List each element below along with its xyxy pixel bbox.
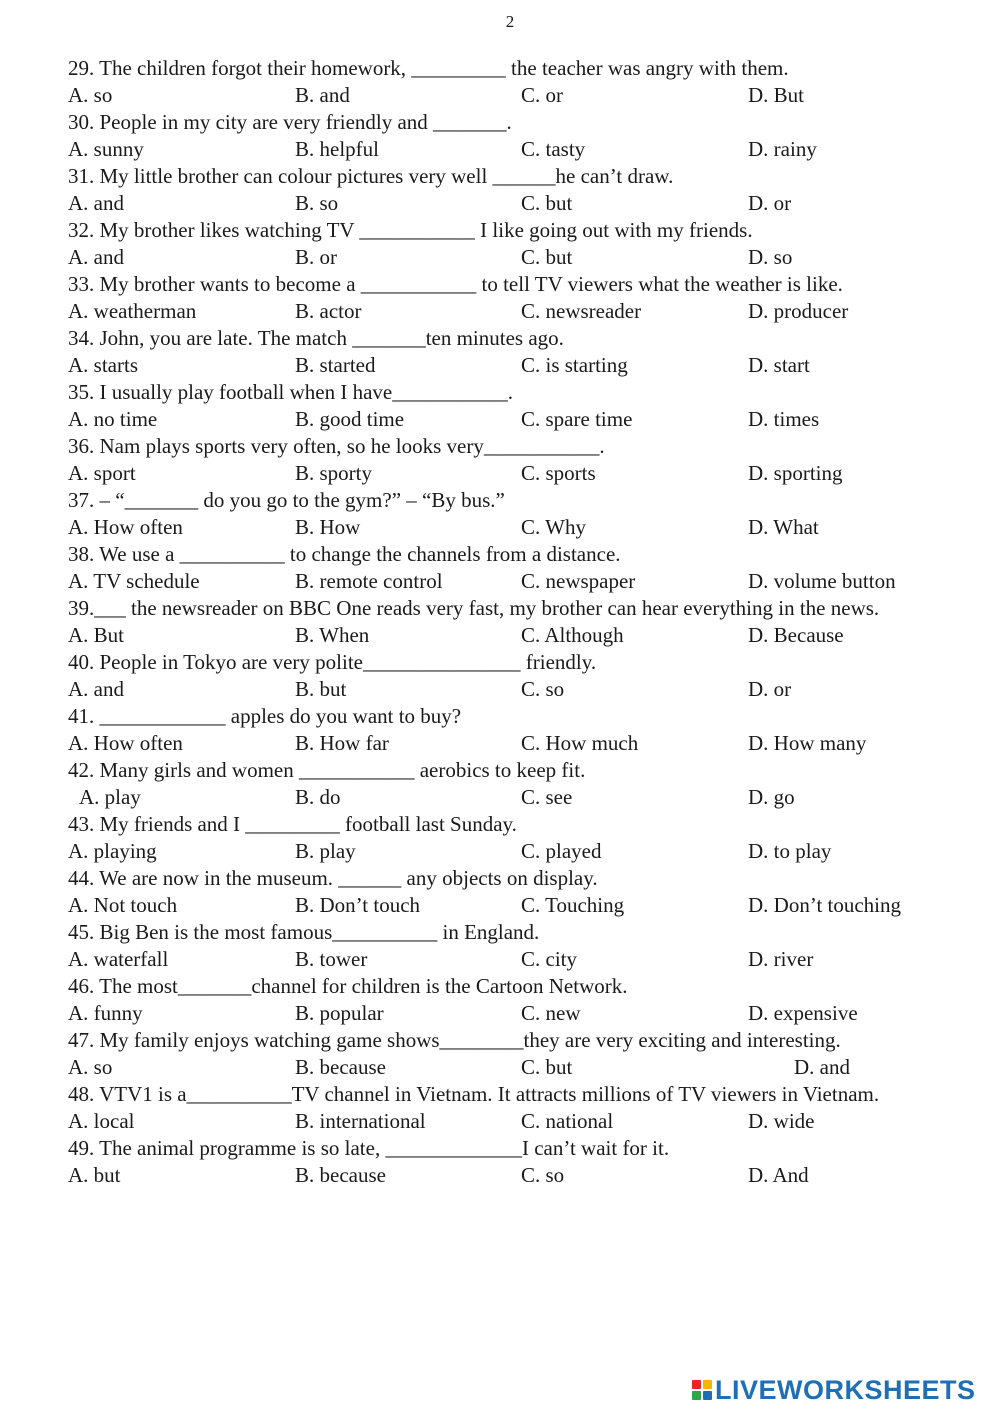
option-a[interactable]: A. sport <box>68 461 136 485</box>
option-d[interactable]: D. Because <box>748 623 844 647</box>
option-c[interactable]: C. so <box>521 677 565 701</box>
option-b[interactable]: B. good time <box>295 407 405 431</box>
option-c[interactable]: C. How much <box>521 731 639 755</box>
option-b[interactable]: B. Don’t touch <box>295 893 421 917</box>
option-c[interactable]: C. played <box>521 839 602 863</box>
options-42 <box>68 784 983 811</box>
question-32: 32. My brother likes watching TV ___________ I like going out with my friends. <box>68 218 753 242</box>
option-a[interactable]: A. local <box>68 1109 135 1133</box>
option-a[interactable]: A. sunny <box>68 137 144 161</box>
option-b[interactable]: B. do <box>295 785 341 809</box>
options-30 <box>68 136 983 163</box>
option-b[interactable]: B. because <box>295 1163 386 1187</box>
option-d[interactable]: D. What <box>748 515 819 539</box>
option-a[interactable]: A. TV schedule <box>68 569 200 593</box>
question-34: 34. John, you are late. The match _______ten minutes ago. <box>68 326 564 350</box>
option-a[interactable]: A. no time <box>68 407 158 431</box>
option-a[interactable]: A. and <box>68 677 124 701</box>
question-44: 44. We are now in the museum. ______ any objects on display. <box>68 866 598 890</box>
option-c[interactable]: C. but <box>521 191 573 215</box>
option-d[interactable]: D. sporting <box>748 461 843 485</box>
logo-text: LIVEWORKSHEETS <box>715 1374 976 1405</box>
question-43: 43. My friends and I _________ football last Sunday. <box>68 812 517 836</box>
option-b[interactable]: B. international <box>295 1109 426 1133</box>
option-b[interactable]: B. helpful <box>295 137 379 161</box>
option-b[interactable]: B. popular <box>295 1001 384 1025</box>
option-c[interactable]: C. new <box>521 1001 581 1025</box>
option-b[interactable]: B. sporty <box>295 461 373 485</box>
options-29 <box>68 82 983 109</box>
page-number: 2 <box>505 12 515 31</box>
option-d[interactable]: D. rainy <box>748 137 817 161</box>
options-40 <box>68 676 983 703</box>
option-d[interactable]: D. But <box>748 83 805 107</box>
option-a[interactable]: A. funny <box>68 1001 143 1025</box>
options-44 <box>68 892 983 919</box>
option-a[interactable]: A. but <box>68 1163 121 1187</box>
option-c[interactable]: C. is starting <box>521 353 628 377</box>
options-37 <box>68 514 983 541</box>
option-a[interactable]: A. and <box>68 245 124 269</box>
options-32 <box>68 244 983 271</box>
question-38: 38. We use a __________ to change the channels from a distance. <box>68 542 621 566</box>
option-a[interactable]: A. play <box>79 785 141 809</box>
liveworksheets-logo[interactable] <box>692 1374 976 1406</box>
option-c[interactable]: C. newsreader <box>521 299 642 323</box>
question-47: 47. My family enjoys watching game shows________they are very exciting and interesting. <box>68 1028 841 1052</box>
option-b[interactable]: B. actor <box>295 299 362 323</box>
options-38 <box>68 568 983 595</box>
logo-mark-icon <box>692 1380 712 1400</box>
options-45 <box>68 946 983 973</box>
option-b[interactable]: B. tower <box>295 947 368 971</box>
option-c[interactable]: C. see <box>521 785 573 809</box>
option-d[interactable]: D. to play <box>748 839 832 863</box>
question-35: 35. I usually play football when I have___________. <box>68 380 513 404</box>
question-49: 49. The animal programme is so late, _____________I can’t wait for it. <box>68 1136 670 1160</box>
option-d[interactable]: D. How many <box>748 731 867 755</box>
option-b[interactable]: B. but <box>295 677 347 701</box>
option-a[interactable]: A. playing <box>68 839 157 863</box>
question-39: 39.___ the newsreader on BBC One reads very fast, my brother can hear everything in the news. <box>68 596 880 620</box>
option-a[interactable]: A. and <box>68 191 124 215</box>
options-41 <box>68 730 983 757</box>
question-36: 36. Nam plays sports very often, so he looks very___________. <box>68 434 605 458</box>
option-a[interactable]: A. How often <box>68 731 183 755</box>
option-d[interactable]: D. start <box>748 353 810 377</box>
option-b[interactable]: B. How <box>295 515 361 539</box>
option-d[interactable]: D. wide <box>748 1109 815 1133</box>
option-b[interactable]: B. When <box>295 623 370 647</box>
option-d[interactable]: D. and <box>794 1055 850 1079</box>
option-a[interactable]: A. so <box>68 83 113 107</box>
options-49 <box>68 1162 983 1189</box>
option-a[interactable]: A. waterfall <box>68 947 169 971</box>
option-b[interactable]: B. started <box>295 353 376 377</box>
option-c[interactable]: C. Although <box>521 623 624 647</box>
options-33 <box>68 298 983 325</box>
option-d[interactable]: D. so <box>748 245 793 269</box>
option-c[interactable]: C. so <box>521 1163 565 1187</box>
option-c[interactable]: C. or <box>521 83 563 107</box>
question-31: 31. My little brother can colour pictures very well ______he can’t draw. <box>68 164 674 188</box>
option-d[interactable]: D. river <box>748 947 814 971</box>
question-42: 42. Many girls and women ___________ aerobics to keep fit. <box>68 758 586 782</box>
option-b[interactable]: B. or <box>295 245 337 269</box>
question-45: 45. Big Ben is the most famous__________ in England. <box>68 920 540 944</box>
option-c[interactable]: C. but <box>521 1055 573 1079</box>
options-36 <box>68 460 983 487</box>
question-30: 30. People in my city are very friendly and _______. <box>68 110 512 134</box>
option-a[interactable]: A. But <box>68 623 125 647</box>
option-b[interactable]: B. so <box>295 191 339 215</box>
question-29: 29. The children forgot their homework, _________ the teacher was angry with them. <box>68 56 789 80</box>
question-41: 41. ____________ apples do you want to buy? <box>68 704 462 728</box>
logo-square-yellow <box>703 1380 712 1389</box>
option-a[interactable]: A. How often <box>68 515 183 539</box>
question-33: 33. My brother wants to become a ___________ to tell TV viewers what the weather is like. <box>68 272 843 296</box>
option-b[interactable]: B. because <box>295 1055 386 1079</box>
option-a[interactable]: A. so <box>68 1055 113 1079</box>
option-c[interactable]: C. tasty <box>521 137 586 161</box>
option-d[interactable]: D. expensive <box>748 1001 858 1025</box>
options-31 <box>68 190 983 217</box>
logo-square-red <box>692 1380 701 1389</box>
options-48 <box>68 1108 983 1135</box>
option-d[interactable]: D. Don’t touching <box>748 893 902 917</box>
option-c[interactable]: C. newspaper <box>521 569 636 593</box>
option-d[interactable]: D. And <box>748 1163 809 1187</box>
options-47 <box>68 1054 983 1081</box>
option-c[interactable]: C. Touching <box>521 893 625 917</box>
option-c[interactable]: C. Why <box>521 515 586 539</box>
option-a[interactable]: A. weatherman <box>68 299 197 323</box>
option-b[interactable]: B. play <box>295 839 356 863</box>
option-d[interactable]: D. times <box>748 407 820 431</box>
option-c[interactable]: C. city <box>521 947 577 971</box>
option-d[interactable]: D. producer <box>748 299 849 323</box>
option-b[interactable]: B. remote control <box>295 569 443 593</box>
option-c[interactable]: C. spare time <box>521 407 633 431</box>
question-list <box>68 55 983 1189</box>
question-40: 40. People in Tokyo are very polite_______________ friendly. <box>68 650 597 674</box>
option-c[interactable]: C. national <box>521 1109 614 1133</box>
question-46: 46. The most_______channel for children is the Cartoon Network. <box>68 974 628 998</box>
option-d[interactable]: D. or <box>748 677 792 701</box>
option-d[interactable]: D. go <box>748 785 795 809</box>
option-b[interactable]: B. and <box>295 83 350 107</box>
option-b[interactable]: B. How far <box>295 731 389 755</box>
question-48: 48. VTV1 is a__________TV channel in Vietnam. It attracts millions of TV viewers in Vietnam. <box>68 1082 880 1106</box>
logo-square-blue <box>703 1391 712 1400</box>
option-d[interactable]: D. volume button <box>748 569 896 593</box>
options-39 <box>68 622 983 649</box>
options-34 <box>68 352 983 379</box>
option-c[interactable]: C. but <box>521 245 573 269</box>
option-c[interactable]: C. sports <box>521 461 596 485</box>
options-46 <box>68 1000 983 1027</box>
logo-square-green <box>692 1391 701 1400</box>
options-35 <box>68 406 983 433</box>
question-37: 37. – “_______ do you go to the gym?” – “By bus.” <box>68 488 505 512</box>
option-a[interactable]: A. Not touch <box>68 893 178 917</box>
options-43 <box>68 838 983 865</box>
option-a[interactable]: A. starts <box>68 353 138 377</box>
option-d[interactable]: D. or <box>748 191 792 215</box>
